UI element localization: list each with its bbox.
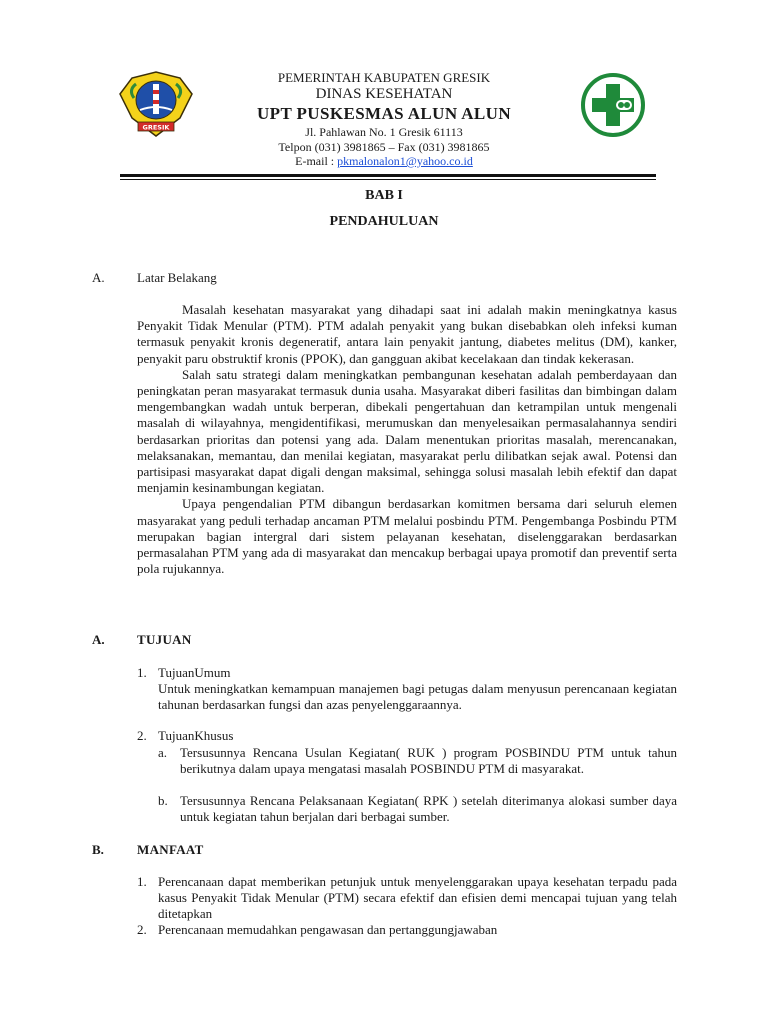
latar-paragraph-1: Masalah kesehatan masyarakat yang dihadapi saat ini adalah makin meningkatnya kasus Penyakit Tidak Menular (PTM). PTM adalah penyakit yang bukan disebabkan oleh infeksi kuman termasuk penyakit kronis degeneratif, antara lain penyakit jantung, diabetes melitus (DM), kanker, penyakit paru obstruktif kronis (PPOK), dan gangguan akibat kecelakaan dan tindak kekerasan. [137, 302, 677, 366]
header-government: PEMERINTAH KABUPATEN GRESIK [277, 70, 491, 85]
header-rule-thin [120, 179, 656, 180]
header-phone: Telpon (031) 3981865 – Fax (031) 3981865 [278, 140, 490, 154]
chapter-title: PENDAHULUAN [329, 214, 439, 229]
tujuan-item-1-number: 1. [137, 665, 147, 680]
manfaat-item-2-number: 2. [137, 922, 147, 937]
section-tujuan-number: A. [92, 632, 105, 647]
header-puskesmas: UPT PUSKESMAS ALUN ALUN [256, 104, 511, 123]
latar-body [137, 302, 677, 577]
header-agency: DINAS KESEHATAN [315, 86, 453, 102]
section-tujuan-heading: TUJUAN [137, 632, 192, 647]
tujuan-item-2-title: TujuanKhusus [158, 728, 234, 743]
section-manfaat-number: B. [92, 842, 104, 857]
email-link[interactable]: pkmalonalon1@yahoo.co.id [337, 154, 473, 168]
manfaat-item-1-text: Perencanaan dapat memberikan petunjuk untuk menyelenggarakan upaya kesehatan terpadu pada kasus Penyakit Tidak Menular (PTM) secara efektif dan efisien demi mencapai tujuan yang telah ditetapkan [158, 874, 677, 922]
manfaat-item-1-number: 1. [137, 874, 147, 889]
section-latar-heading: Latar Belakang [137, 270, 217, 285]
latar-paragraph-3: Upaya pengendalian PTM dibangun berdasarkan komitmen bersama dari seluruh elemen masyarakat yang peduli terhadap ancaman PTM melalui posbindu PTM. Pengembanga Posbindu PTM merupakan bagian intergral dari sistem pelayanan kesehatan, diselenggarakan berdasarkan permasalahan PTM yang ada di masyarakat dan mencakup berbagai upaya promotif dan preventif serta pola rujukannya. [137, 496, 677, 577]
header-rule-thick [120, 174, 656, 177]
tujuan-sub-b-letter: b. [158, 793, 168, 808]
manfaat-item-2-text: Perencanaan memudahkan pengawasan dan pertanggungjawaban [158, 922, 498, 937]
tujuan-item-1-text: Untuk meningkatkan kemampuan manajemen bagi petugas dalam menyusun perencanaan kegiatan tahunan berdasarkan fungsi dan azas penyelenggaraannya. [158, 681, 677, 713]
header-email-line [0, 154, 768, 169]
tujuan-sub-a-letter: a. [158, 745, 168, 760]
tujuan-item-1-title: TujuanUmum [158, 665, 231, 680]
chapter-number: BAB I [365, 188, 403, 203]
logo-label: GRESIK [142, 123, 170, 132]
latar-paragraph-2: Salah satu strategi dalam meningkatkan pembangunan kesehatan adalah pemberdayaan dan peningkatan peran masyarakat termasuk dunia usaha. Masyarakat diberi fasilitas dan bimbingan dalam mengembangkan wadah untuk berperan, dibekali pengertahuan dan ketrampilan untuk mengenali masalah di wilayahnya, mengidentifikasi, merumuskan dan menyelesaikan permasalahannya sendiri berdasarkan prioritas dan potensi yang ada. Dalam menentukan prioritas masalah, merencanakan, melaksanakan, memantau, dan menilai kegiatan, masyarakat perlu dilibatkan sejak awal. Potensi dan partisipasi masyarakat dapat digali dengan maksimal, sehingga solusi masalah lebih efektif dan dapat menjamin kesinambungan kegiatan. [137, 366, 677, 496]
tujuan-sub-b-text: Tersusunnya Rencana Pelaksanaan Kegiatan( RPK ) setelah diterimanya alokasi sumber daya untuk kegiatan tahun berjalan dari berbagai sumber. [180, 793, 677, 825]
section-manfaat-heading: MANFAAT [137, 842, 204, 857]
email-label: E-mail : [295, 154, 338, 168]
tujuan-item-2-number: 2. [137, 728, 147, 743]
tujuan-sub-a-text: Tersusunnya Rencana Usulan Kegiatan( RUK ) program POSBINDU PTM untuk tahun berikutnya dalam upaya mengatasi masalah POSBINDU PTM di masyarakat. [180, 745, 677, 777]
section-latar-number: A. [92, 270, 105, 285]
header-address: Jl. Pahlawan No. 1 Gresik 61113 [305, 125, 463, 139]
